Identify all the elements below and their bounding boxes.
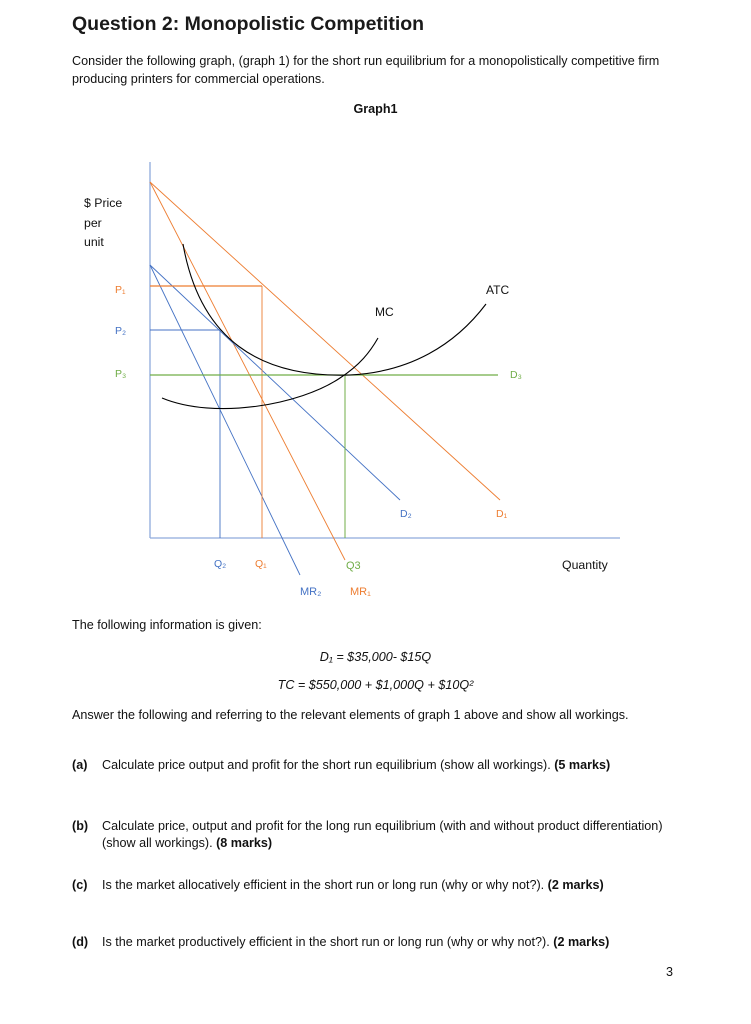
mc-curve xyxy=(162,338,378,409)
x-axis-label: Quantity xyxy=(562,558,608,572)
question-a-marks: (5 marks) xyxy=(554,758,611,772)
demand-equation: D₁ = $35,000- $15Q xyxy=(319,650,432,664)
mr1-curve xyxy=(150,182,345,560)
tick-label-p3: P₃ xyxy=(115,368,127,380)
label-mr1: MR₁ xyxy=(350,586,371,598)
atc-curve xyxy=(183,244,486,375)
y-axis-label-line-1: $ Price xyxy=(84,196,123,210)
page-number: 3 xyxy=(666,965,674,979)
question-c-marks: (2 marks) xyxy=(547,878,604,892)
tick-label-p1: P₁ xyxy=(115,284,126,296)
answer-instructions: Answer the following and referring to the relevant elements of graph 1 above and show all workings. xyxy=(72,708,629,722)
question-b-marks: (8 marks) xyxy=(216,836,273,850)
label-mr2: MR₂ xyxy=(300,586,322,598)
tick-label-q3: Q3 xyxy=(346,560,361,572)
question-c xyxy=(72,877,682,894)
graph-title: Graph1 xyxy=(353,102,398,116)
question-d-marks: (2 marks) xyxy=(553,935,610,949)
d1-curve xyxy=(150,182,500,500)
cost-equation: TC = $550,000 + $1,000Q + $10Q² xyxy=(277,678,474,692)
question-d-text: Is the market productively efficient in the short run or long run (why or why not?). xyxy=(102,935,550,949)
question-c-text: Is the market allocatively efficient in the short run or long run (why or why not?). xyxy=(102,878,545,892)
tick-label-q1: Q₁ xyxy=(255,558,267,570)
question-a xyxy=(72,757,682,774)
label-d2: D₂ xyxy=(400,508,412,520)
y-axis-label-line-2: per xyxy=(84,216,102,230)
label-mc: MC xyxy=(375,305,394,319)
d2-curve xyxy=(150,265,400,500)
question-c-label: (c) xyxy=(72,878,88,892)
given-label: The following information is given: xyxy=(72,618,262,632)
y-axis-label-line-3: unit xyxy=(84,235,104,249)
intro-text: Consider the following graph, (graph 1) for the short run equilibrium for a monopolistically competitive firm producing printers for commercial operations. xyxy=(72,54,660,86)
question-d xyxy=(72,934,682,951)
question-d-label: (d) xyxy=(72,935,89,949)
tick-label-q2: Q₂ xyxy=(214,558,227,570)
page-title: Question 2: Monopolistic Competition xyxy=(72,13,425,35)
question-b-label: (b) xyxy=(72,819,89,833)
question-a-label: (a) xyxy=(72,758,88,772)
tick-label-p2: P₂ xyxy=(115,325,127,337)
label-d1: D₁ xyxy=(496,508,508,520)
question-a-text: Calculate price output and profit for the short run equilibrium (show all workings). xyxy=(102,758,551,772)
question-b-text: Calculate price, output and profit for the long run equilibrium (with and without product differentiation) (show all workings). xyxy=(102,819,663,850)
mr2-curve xyxy=(150,265,300,575)
label-d3: D₃ xyxy=(510,369,522,381)
question-b xyxy=(72,818,682,852)
label-atc: ATC xyxy=(486,283,510,297)
